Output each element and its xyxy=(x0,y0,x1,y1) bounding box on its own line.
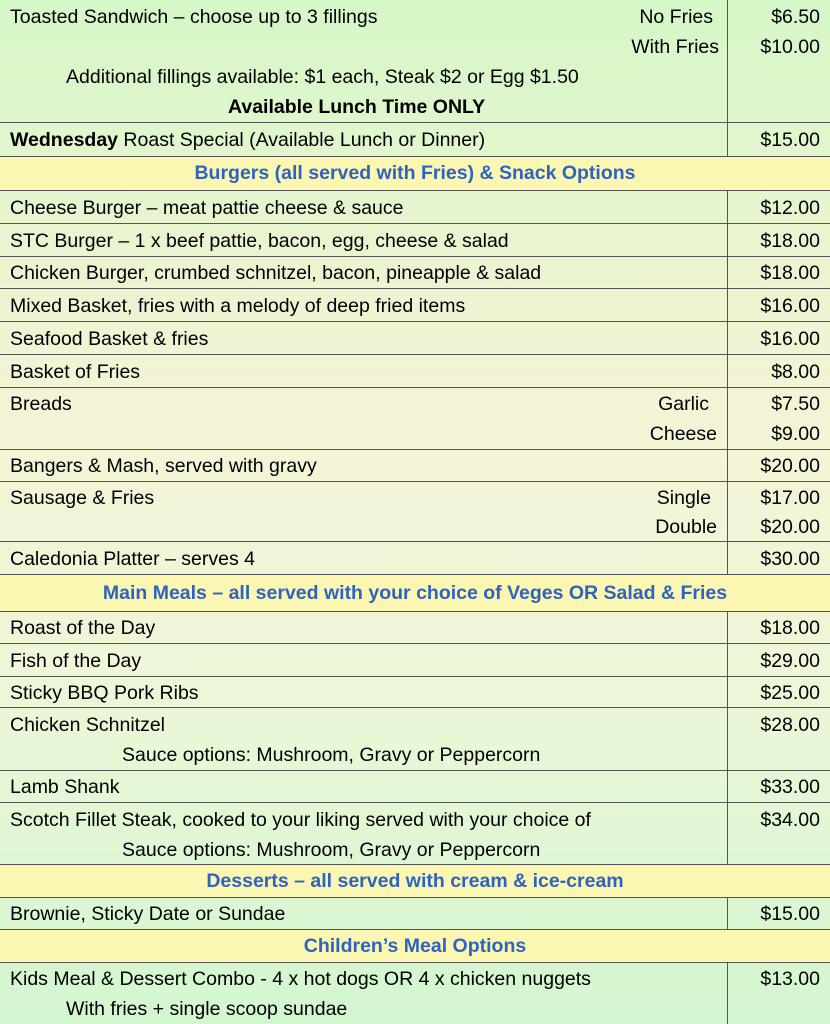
item-price: $25.00 xyxy=(760,682,820,704)
section-heading-burgers: Burgers (all served with Fries) & Snack Options xyxy=(0,157,830,191)
item-name: Fish of the Day xyxy=(10,650,142,672)
price-cheese: $9.00 xyxy=(771,423,820,445)
menu-row-kids xyxy=(0,963,830,1024)
item-name: Scotch Fillet Steak, cooked to your liking served with your choice of xyxy=(10,809,591,831)
item-price: $29.00 xyxy=(760,650,820,672)
menu-row xyxy=(0,257,830,289)
section-heading-desserts: Desserts – all served with cream & ice-cream xyxy=(0,865,830,898)
menu-row xyxy=(0,224,830,257)
price-single: $17.00 xyxy=(760,487,820,509)
item-price: $15.00 xyxy=(760,903,820,925)
menu-row xyxy=(0,322,830,355)
item-price: $16.00 xyxy=(760,328,820,350)
option-single: Single xyxy=(656,487,711,509)
item-price: $33.00 xyxy=(760,776,820,798)
item-price: $34.00 xyxy=(760,809,820,831)
item-price: $18.00 xyxy=(760,262,820,284)
item-price: $16.00 xyxy=(760,295,820,317)
day-label: Wednesday xyxy=(10,129,119,151)
menu-row-wednesday-roast xyxy=(0,123,830,157)
item-description: Roast Special (Available Lunch or Dinner) xyxy=(118,129,486,151)
option-with-fries: With Fries xyxy=(631,36,719,58)
item-name: Lamb Shank xyxy=(10,776,120,798)
menu-row xyxy=(0,191,830,224)
sauce-options: Sauce options: Mushroom, Gravy or Peppercorn xyxy=(122,744,541,766)
additional-fillings-note: Additional fillings available: $1 each, Steak $2 or Egg $1.50 xyxy=(66,66,579,88)
item-name: Bangers & Mash, served with gravy xyxy=(10,455,317,477)
item-price: $30.00 xyxy=(760,548,820,570)
item-name: Caledonia Platter – serves 4 xyxy=(10,548,255,570)
item-name: Basket of Fries xyxy=(10,361,141,383)
item-name: Sticky BBQ Pork Ribs xyxy=(10,682,199,704)
item-price: $8.00 xyxy=(771,361,820,383)
item-price: $28.00 xyxy=(760,714,820,736)
section-heading-children: Children’s Meal Options xyxy=(0,930,830,963)
item-name: STC Burger – 1 x beef pattie, bacon, egg, cheese & salad xyxy=(10,230,509,252)
item-name: Kids Meal & Dessert Combo - 4 x hot dogs OR 4 x chicken nuggets xyxy=(10,968,591,990)
option-cheese: Cheese xyxy=(649,423,717,445)
item-name: Chicken Burger, crumbed schnitzel, bacon, pineapple & salad xyxy=(10,262,542,284)
menu-row xyxy=(0,612,830,644)
item-name: Sausage & Fries xyxy=(10,487,155,509)
price-with-fries: $10.00 xyxy=(760,36,820,58)
menu-row-toasted-sandwich xyxy=(0,0,830,123)
menu-row-bangers xyxy=(0,450,830,482)
item-price: $18.00 xyxy=(760,230,820,252)
item-name xyxy=(10,125,485,155)
item-price: $15.00 xyxy=(760,129,820,151)
item-price: $18.00 xyxy=(760,617,820,639)
item-price: $12.00 xyxy=(760,197,820,219)
menu-row-breads xyxy=(0,388,830,450)
menu-row xyxy=(0,289,830,322)
price-double: $20.00 xyxy=(760,516,820,538)
item-price: $13.00 xyxy=(760,968,820,990)
menu-row-steak xyxy=(0,803,830,865)
price-garlic: $7.50 xyxy=(771,393,820,415)
menu-row xyxy=(0,355,830,388)
item-name: Roast of the Day xyxy=(10,617,156,639)
item-name: Chicken Schnitzel xyxy=(10,714,165,736)
menu-row-platter xyxy=(0,542,830,575)
item-price: $20.00 xyxy=(760,455,820,477)
menu-row-sausage xyxy=(0,482,830,542)
item-name: Seafood Basket & fries xyxy=(10,328,209,350)
option-double: Double xyxy=(655,516,717,538)
item-name: Breads xyxy=(10,393,72,415)
sauce-options: Sauce options: Mushroom, Gravy or Peppercorn xyxy=(122,839,541,861)
row-description xyxy=(0,0,728,122)
menu-row xyxy=(0,677,830,708)
item-name: Cheese Burger – meat pattie cheese & sauce xyxy=(10,197,404,219)
item-name: Toasted Sandwich – choose up to 3 fillings xyxy=(10,6,378,28)
item-name: Mixed Basket, fries with a melody of deep fried items xyxy=(10,295,466,317)
item-name: Brownie, Sticky Date or Sundae xyxy=(10,903,286,925)
availability-note: Available Lunch Time ONLY xyxy=(228,96,486,118)
option-no-fries: No Fries xyxy=(639,6,713,28)
menu-row-schnitzel xyxy=(0,708,830,771)
menu-row-lamb xyxy=(0,771,830,803)
menu-row-desserts xyxy=(0,898,830,930)
section-heading-main-meals: Main Meals – all served with your choice of Veges OR Salad & Fries xyxy=(0,575,830,612)
item-extra: With fries + single scoop sundae xyxy=(66,998,348,1020)
price-no-fries: $6.50 xyxy=(771,6,820,28)
option-garlic: Garlic xyxy=(658,393,709,415)
menu-row xyxy=(0,644,830,677)
